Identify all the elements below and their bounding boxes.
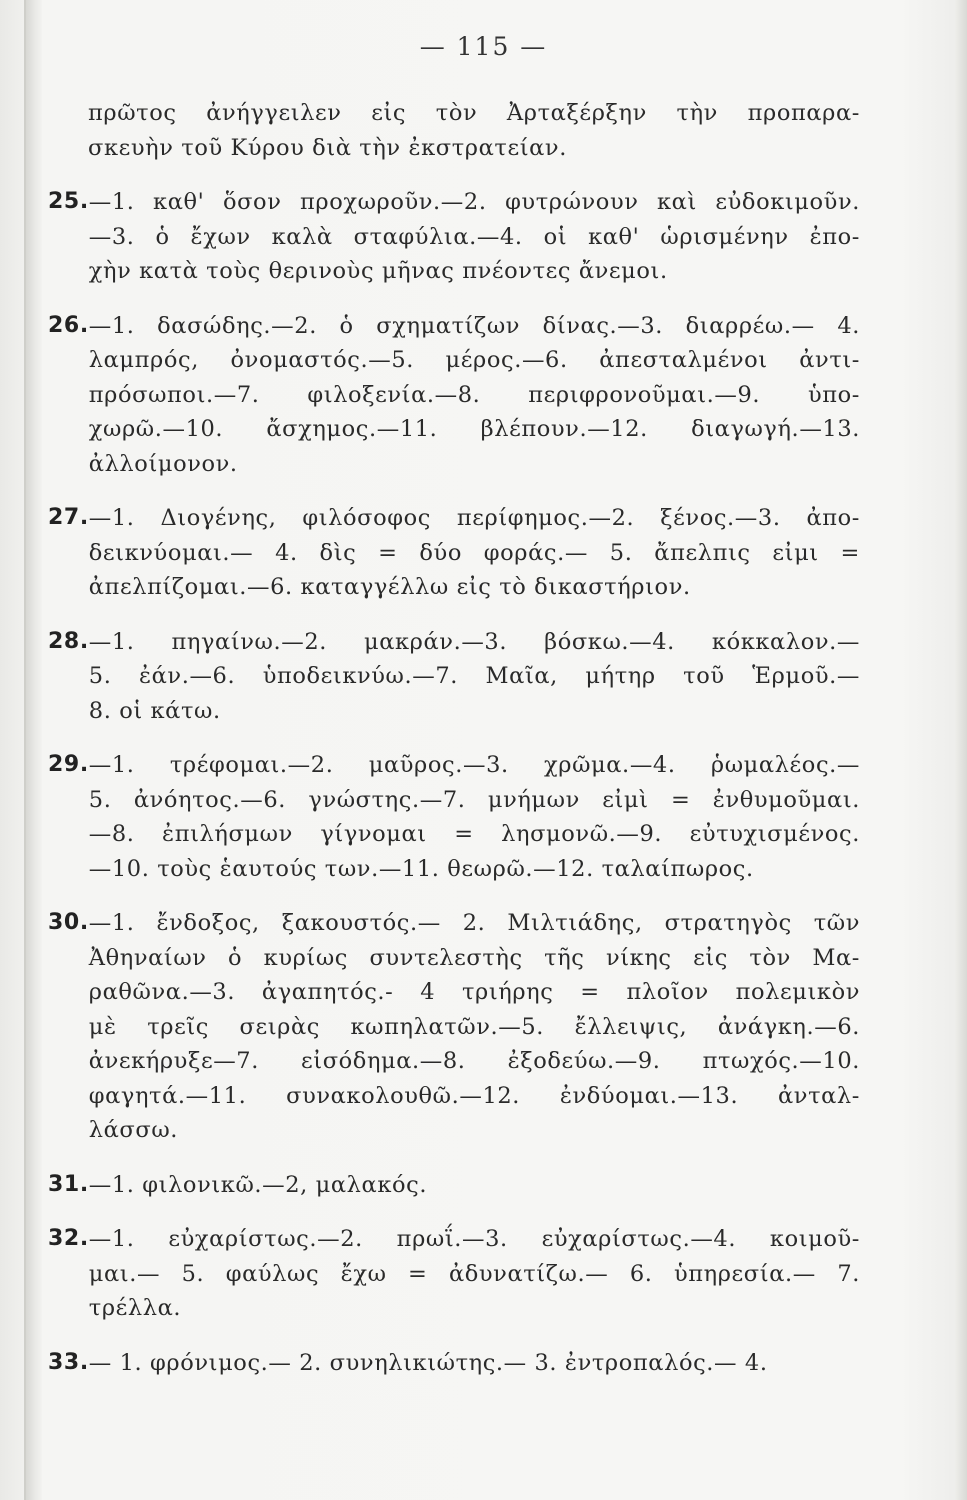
glossary-entry <box>48 501 860 605</box>
entry-line: —1. ἔνδοξος, ξακουστός.— 2. Μιλτιάδης, στρατηγὸς τῶν <box>88 910 860 936</box>
entry-line: λάσσω. <box>88 1117 179 1143</box>
entry-line: σκευὴν τοῦ Κύρου διὰ τὴν ἐκστρατείαν. <box>88 134 567 161</box>
entry-text <box>89 501 860 605</box>
entry-line: —1. φιλονικῶ.—2, μαλακός. <box>88 1171 428 1198</box>
entry-text <box>89 309 860 482</box>
entry-text <box>89 625 860 729</box>
entry-text <box>88 96 860 165</box>
glossary-entry <box>48 1222 860 1326</box>
entry-line: ἀπελπίζομαι.—6. καταγγέλλω εἰς τὸ δικαστήριον. <box>88 574 691 600</box>
entry-line: Ἀθηναίων ὁ κυρίως συντελεστὴς τῆς νίκης εἰς τὸν Μα- <box>88 944 860 971</box>
glossary-entry <box>48 185 860 289</box>
page-number: — 115 — <box>419 32 548 61</box>
entry-line: —1. τρέφομαι.—2. μαῦρος.—3. χρῶμα.—4. ῥωμαλέος.— <box>88 752 860 778</box>
glossary-entry <box>48 1346 860 1381</box>
entry-line: χωρῶ.—10. ἄσχημος.—11. βλέπουν.—12. διαγωγή.—13. <box>88 416 860 442</box>
glossary-entry <box>48 96 860 165</box>
entry-line: ἀνεκήρυξε—7. εἰσόδημα.—8. ἐξοδεύω.—9. πτωχός.—10. <box>88 1048 860 1074</box>
entry-line: μὲ τρεῖς σειρὰς κωπηλατῶν.—5. ἔλλειψις, ἀνάγκη.—6. <box>88 1013 860 1040</box>
entry-text <box>89 1222 860 1326</box>
entry-line: χὴν κατὰ τοὺς θερινοὺς μῆνας πνέοντες ἄνεμοι. <box>88 258 668 284</box>
document-body <box>48 96 860 1400</box>
entry-line: —8. ἐπιλήσμων γίγνομαι = λησμονῶ.—9. εὐτυχισμένος. <box>88 821 860 847</box>
entry-text <box>89 906 860 1148</box>
entry-text <box>89 185 860 289</box>
entry-number: 25. <box>48 189 89 214</box>
entry-number: 29. <box>48 752 89 777</box>
entry-text <box>89 1346 860 1381</box>
entry-number: 33. <box>48 1349 89 1375</box>
entry-line: —1. καθ' ὅσον προχωροῦν.—2. φυτρώνουν καὶ εὐδοκιμοῦν. <box>88 189 860 215</box>
entry-number: 31. <box>48 1171 89 1197</box>
entry-line: — 1. φρόνιμος.— 2. συνηλικιώτης.— 3. ἐντροπαλός.— 4. <box>88 1349 768 1376</box>
entry-line: ἀλλοίμονον. <box>88 450 238 477</box>
entry-line: 8. οἱ κάτω. <box>88 697 221 724</box>
entry-text <box>89 1168 860 1203</box>
glossary-entry <box>48 748 860 886</box>
entry-line: —1. δασώδης.—2. ὁ σχηματίζων δίνας.—3. διαρρέω.— 4. <box>88 312 860 339</box>
entry-line: —1. εὐχαρίστως.—2. πρωΐ.—3. εὐχαρίστως.—4. κοιμοῦ- <box>88 1226 860 1252</box>
entry-line: ραθῶνα.—3. ἀγαπητός.- 4 τριήρης = πλοῖον πολεμικὸν <box>88 979 860 1005</box>
entry-line: —3. ὁ ἔχων καλὰ σταφύλια.—4. οἱ καθ' ὡρισμένην ἐπο- <box>88 223 860 250</box>
entry-line: μαι.— 5. φαύλως ἔχω = ἀδυνατίζω.— 6. ὑπηρεσία.— 7. <box>88 1260 860 1287</box>
entry-line: —10. τοὺς ἑαυτούς των.—11. θεωρῶ.—12. ταλαίπωρος. <box>88 855 754 882</box>
glossary-entry <box>48 906 860 1148</box>
entry-line: πρῶτος ἀνήγγειλεν εἰς τὸν Ἀρταξέρξην τὴν προπαρα- <box>88 100 860 126</box>
entry-number: 30. <box>48 910 89 935</box>
entry-line: —1. Διογένης, φιλόσοφος περίφημος.—2. ξένος.—3. ἀπο- <box>88 505 860 531</box>
entry-line: δεικνύομαι.— 4. δὶς = δύο φοράς.— 5. ἄπελπις εἰμι = <box>88 539 860 566</box>
glossary-entry <box>48 309 860 482</box>
page-edge <box>955 0 967 1500</box>
entry-line: φαγητά.—11. συνακολουθῶ.—12. ἐνδύομαι.—13. ἀνταλ- <box>88 1082 860 1109</box>
entry-number: 27. <box>48 505 89 530</box>
entry-line: 5. ἐάν.—6. ὑποδεικνύω.—7. Μαῖα, μήτηρ τοῦ Ἑρμοῦ.— <box>88 663 860 689</box>
entry-text <box>89 748 860 886</box>
glossary-entry <box>48 1168 860 1203</box>
entry-number: 32. <box>48 1226 89 1251</box>
entry-line: λαμπρός, ὀνομαστός.—5. μέρος.—6. ἀπεσταλμένοι ἀντι- <box>88 347 860 373</box>
page-binding <box>24 0 42 1500</box>
entry-line: —1. πηγαίνω.—2. μακράν.—3. βόσκω.—4. κόκκαλον.— <box>88 628 860 655</box>
glossary-entry <box>48 625 860 729</box>
entry-line: 5. ἀνόητος.—6. γνώστης.—7. μνήμων εἰμὶ = ἐνθυμοῦμαι. <box>88 786 860 813</box>
entry-number: 28. <box>48 628 89 654</box>
entry-line: τρέλλα. <box>88 1295 182 1321</box>
entry-number: 26. <box>48 312 89 338</box>
entry-line: πρόσωποι.—7. φιλοξενία.—8. περιφρονοῦμαι.—9. ὑπο- <box>88 381 860 408</box>
